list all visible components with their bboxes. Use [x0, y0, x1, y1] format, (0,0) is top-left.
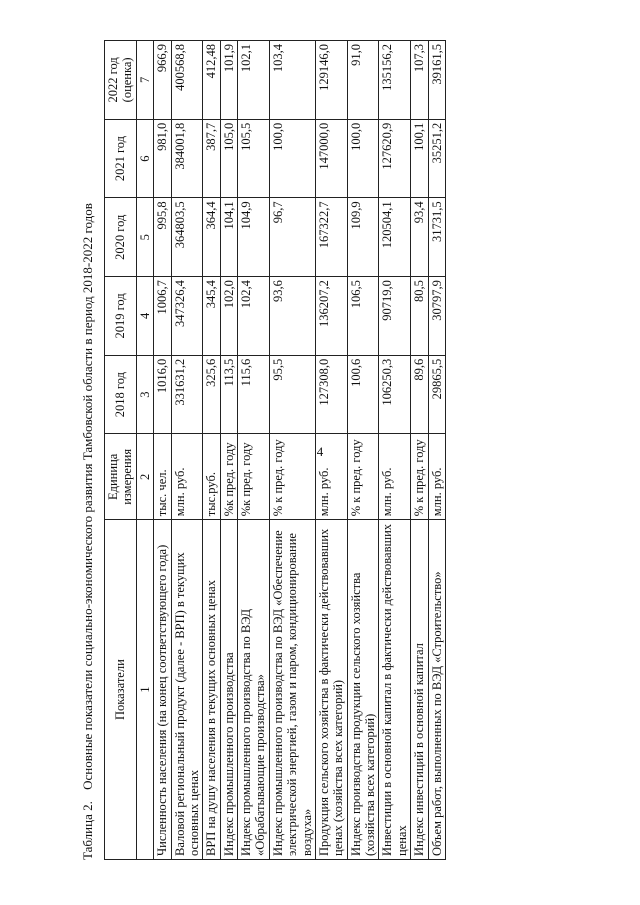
unit-cell: %к пред. году	[238, 434, 270, 520]
indicator-name: Валовой региональный продукт (далее - ВРП) в текущих основных ценах	[171, 520, 203, 860]
table-row	[238, 41, 270, 860]
value-cell: 105,5	[238, 119, 270, 198]
unit-cell: тыс.руб.	[203, 434, 220, 520]
value-cell: 104,1	[220, 198, 237, 277]
header-cell: Показатели	[105, 520, 137, 860]
value-cell: 100,1	[411, 119, 428, 198]
table-row	[347, 41, 379, 860]
indicator-name: Объем работ, выполненных по ВЭД «Строительство»	[428, 520, 445, 860]
table-row	[379, 41, 411, 860]
header-cell: Единица измерения	[105, 434, 137, 520]
table-row	[171, 41, 203, 860]
value-cell: 100,0	[347, 119, 379, 198]
indicator-name: Индекс промышленного производства	[220, 520, 237, 860]
value-cell: 39161,5	[428, 41, 445, 120]
value-cell: 129146,0	[315, 41, 347, 120]
value-cell: 1006,7	[154, 277, 171, 356]
value-cell: 384001,8	[171, 119, 203, 198]
page-number: 4	[316, 444, 324, 459]
value-cell: 80,5	[411, 277, 428, 356]
value-cell: 995,8	[154, 198, 171, 277]
caption-label: Таблица 2.	[80, 801, 95, 860]
value-cell: 120504,1	[379, 198, 411, 277]
indicators-table	[104, 40, 446, 860]
value-cell: 331631,2	[171, 355, 203, 434]
rotated-table-page	[80, 40, 620, 860]
column-number-row	[136, 41, 153, 860]
value-cell: 91,0	[347, 41, 379, 120]
unit-cell: млн. руб.	[171, 434, 203, 520]
table-row	[411, 41, 428, 860]
value-cell: 981,0	[154, 119, 171, 198]
value-cell: 325,6	[203, 355, 220, 434]
unit-cell: % к пред. году	[347, 434, 379, 520]
value-cell: 90719,0	[379, 277, 411, 356]
unit-cell: % к пред. году	[411, 434, 428, 520]
indicator-name: Индекс производства продукции сельского хозяйства (хозяйства всех категорий)	[347, 520, 379, 860]
header-cell: 2020 год	[105, 198, 137, 277]
column-number: 4	[136, 277, 153, 356]
unit-cell: млн. руб.	[428, 434, 445, 520]
table-caption	[80, 40, 96, 860]
indicator-name: Численность населения (на конец соответствующего года)	[154, 520, 171, 860]
value-cell: 105,0	[220, 119, 237, 198]
unit-cell: млн. руб.	[315, 434, 347, 520]
value-cell: 96,7	[269, 198, 315, 277]
header-cell: 2018 год	[105, 355, 137, 434]
indicator-name: ВРП на душу населения в текущих основных ценах	[203, 520, 220, 860]
value-cell: 136207,2	[315, 277, 347, 356]
unit-cell: млн. руб.	[379, 434, 411, 520]
value-cell: 93,6	[269, 277, 315, 356]
value-cell: 345,4	[203, 277, 220, 356]
value-cell: 400568,8	[171, 41, 203, 120]
table-row	[315, 41, 347, 860]
indicator-name: Индекс инвестиций в основной капитал	[411, 520, 428, 860]
column-number: 6	[136, 119, 153, 198]
indicator-name: Индекс промышленного производства по ВЭД «Обеспечение электрической энергией, газом и паром, кондиционирование воздуха»	[269, 520, 315, 860]
header-cell: 2021 год	[105, 119, 137, 198]
value-cell: 115,6	[238, 355, 270, 434]
value-cell: 93,4	[411, 198, 428, 277]
value-cell: 1016,0	[154, 355, 171, 434]
value-cell: 95,5	[269, 355, 315, 434]
value-cell: 31731,5	[428, 198, 445, 277]
value-cell: 127620,9	[379, 119, 411, 198]
indicator-name: Индекс промышленного производства по ВЭД «Обрабатывающие производства»	[238, 520, 270, 860]
value-cell: 135156,2	[379, 41, 411, 120]
indicator-name: Продукция сельского хозяйства в фактически действовавших ценах (хозяйства всех категорий)	[315, 520, 347, 860]
value-cell: 35251,2	[428, 119, 445, 198]
value-cell: 107,3	[411, 41, 428, 120]
value-cell: 102,4	[238, 277, 270, 356]
value-cell: 109,9	[347, 198, 379, 277]
value-cell: 113,5	[220, 355, 237, 434]
value-cell: 167322,7	[315, 198, 347, 277]
unit-cell: % к пред. году	[269, 434, 315, 520]
value-cell: 89,6	[411, 355, 428, 434]
column-number: 2	[136, 434, 153, 520]
value-cell: 106250,3	[379, 355, 411, 434]
table-row	[428, 41, 445, 860]
column-number: 1	[136, 520, 153, 860]
column-number: 5	[136, 198, 153, 277]
value-cell: 127308,0	[315, 355, 347, 434]
header-cell: 2022 год (оценка)	[105, 41, 137, 120]
table-body	[136, 41, 445, 860]
value-cell: 347326,4	[171, 277, 203, 356]
value-cell: 30797,9	[428, 277, 445, 356]
value-cell: 104,9	[238, 198, 270, 277]
unit-cell: %к пред. году	[220, 434, 237, 520]
value-cell: 102,0	[220, 277, 237, 356]
value-cell: 364,4	[203, 198, 220, 277]
value-cell: 100,6	[347, 355, 379, 434]
table-row	[154, 41, 171, 860]
value-cell: 147000,0	[315, 119, 347, 198]
value-cell: 106,5	[347, 277, 379, 356]
value-cell: 100,0	[269, 119, 315, 198]
caption-title: Основные показатели социально-экономического развития Тамбовской области в период 2018-2022 годов	[80, 203, 95, 790]
column-number: 7	[136, 41, 153, 120]
value-cell: 102,1	[238, 41, 270, 120]
value-cell: 966,9	[154, 41, 171, 120]
value-cell: 412,48	[203, 41, 220, 120]
value-cell: 387,7	[203, 119, 220, 198]
unit-cell: тыс. чел.	[154, 434, 171, 520]
value-cell: 101,9	[220, 41, 237, 120]
header-cell: 2019 год	[105, 277, 137, 356]
table-row	[269, 41, 315, 860]
indicator-name: Инвестиции в основной капитал в фактически действовавших ценах	[379, 520, 411, 860]
table-row	[203, 41, 220, 860]
value-cell: 29865,5	[428, 355, 445, 434]
value-cell: 103,4	[269, 41, 315, 120]
column-number: 3	[136, 355, 153, 434]
header-row	[105, 41, 137, 860]
value-cell: 364803,5	[171, 198, 203, 277]
table-row	[220, 41, 237, 860]
